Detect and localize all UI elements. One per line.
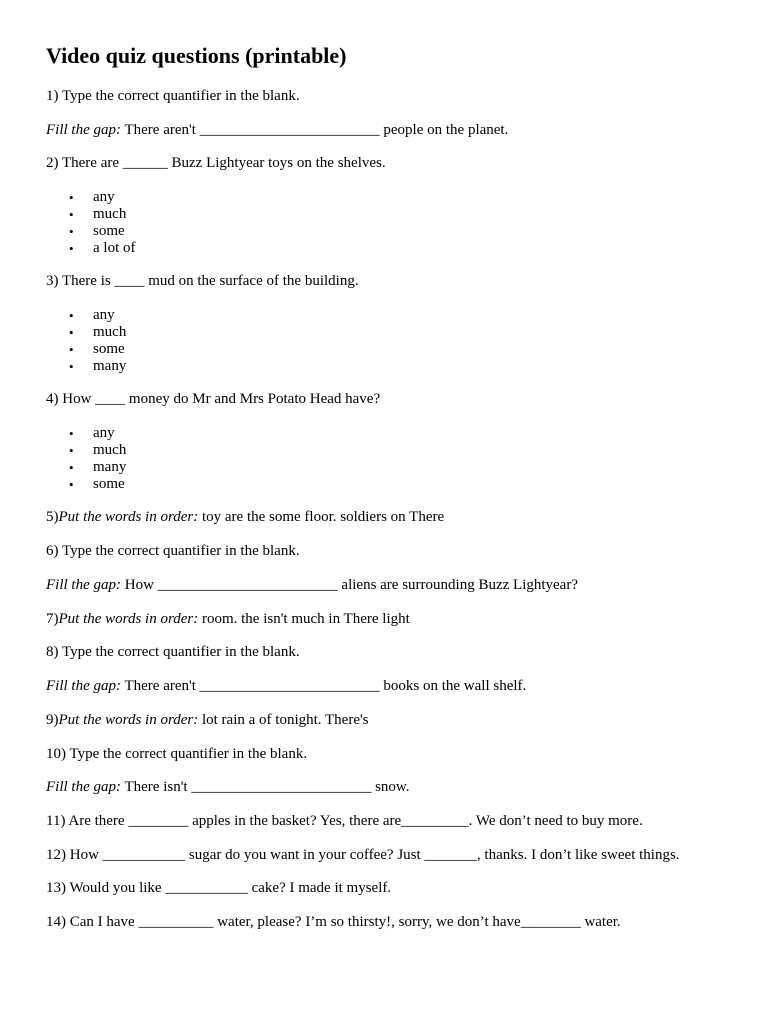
fill-label: Fill the gap: bbox=[46, 122, 121, 138]
question-3: 3) There is ____ mud on the surface of the building. bbox=[46, 273, 359, 289]
question-2-options bbox=[46, 189, 136, 257]
option: • much bbox=[93, 206, 136, 223]
question-number: 7) bbox=[46, 611, 59, 627]
worksheet bbox=[46, 42, 748, 930]
question-7 bbox=[46, 611, 410, 628]
question-4-options bbox=[46, 425, 126, 493]
order-label: Put the words in order: bbox=[58, 509, 199, 525]
question-1-fill bbox=[46, 122, 508, 139]
fill-text: There aren't ________________________ people on the planet. bbox=[121, 122, 509, 138]
question-6-fill bbox=[46, 577, 578, 594]
page-title: Video quiz questions (printable) bbox=[46, 43, 347, 68]
fill-text: There aren't ________________________ books on the wall shelf. bbox=[121, 678, 527, 694]
order-text: lot rain a of tonight. There's bbox=[198, 712, 369, 728]
fill-label: Fill the gap: bbox=[46, 577, 121, 593]
option: • some bbox=[93, 223, 136, 240]
order-text: toy are the some floor. soldiers on There bbox=[198, 509, 445, 525]
question-2: 2) There are ______ Buzz Lightyear toys on the shelves. bbox=[46, 155, 386, 171]
question-8-fill bbox=[46, 678, 526, 695]
order-text: room. the isn't much in There light bbox=[198, 611, 410, 627]
question-3-options bbox=[46, 307, 126, 375]
fill-label: Fill the gap: bbox=[46, 779, 121, 795]
question-4: 4) How ____ money do Mr and Mrs Potato Head have? bbox=[46, 391, 381, 407]
question-number: 5) bbox=[46, 509, 59, 525]
question-10-fill bbox=[46, 779, 410, 796]
order-label: Put the words in order: bbox=[58, 712, 199, 728]
option: • much bbox=[93, 324, 126, 341]
fill-text: How ________________________ aliens are surrounding Buzz Lightyear? bbox=[121, 577, 578, 593]
question-5 bbox=[46, 509, 444, 526]
question-13: 13) Would you like ___________ cake? I made it myself. bbox=[46, 880, 392, 896]
question-10: 10) Type the correct quantifier in the blank. bbox=[46, 746, 308, 762]
fill-text: There isn't ________________________ snow. bbox=[121, 779, 410, 795]
option: • any bbox=[93, 425, 126, 442]
question-number: 9) bbox=[46, 712, 59, 728]
option: • some bbox=[93, 476, 126, 493]
option: • many bbox=[93, 459, 126, 476]
question-8: 8) Type the correct quantifier in the blank. bbox=[46, 644, 300, 660]
option: • some bbox=[93, 341, 126, 358]
option: • much bbox=[93, 442, 126, 459]
option: • any bbox=[93, 307, 126, 324]
question-11: 11) Are there ________ apples in the basket? Yes, there are_________. We don’t need to buy more. bbox=[46, 813, 643, 829]
question-6: 6) Type the correct quantifier in the blank. bbox=[46, 543, 300, 559]
question-12: 12) How ___________ sugar do you want in your coffee? Just _______, thanks. I don’t like sweet things. bbox=[46, 847, 680, 863]
order-label: Put the words in order: bbox=[58, 611, 199, 627]
question-14: 14) Can I have __________ water, please? I’m so thirsty!, sorry, we don’t have________ water. bbox=[46, 914, 621, 930]
option: • many bbox=[93, 358, 126, 375]
option: • any bbox=[93, 189, 136, 206]
option: • a lot of bbox=[93, 240, 136, 257]
question-1: 1) Type the correct quantifier in the blank. bbox=[46, 88, 300, 104]
question-9 bbox=[46, 712, 369, 729]
fill-label: Fill the gap: bbox=[46, 678, 121, 694]
